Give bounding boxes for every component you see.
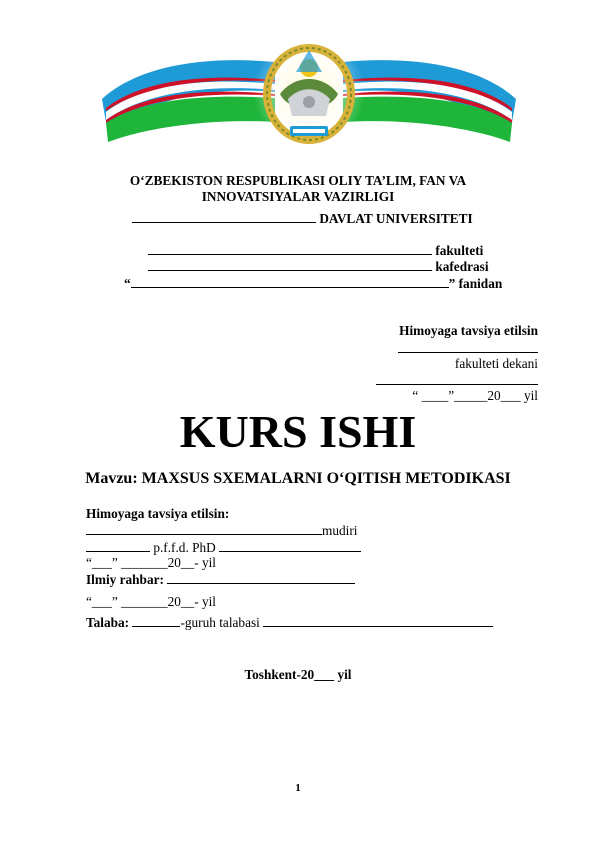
student-label: Talaba: xyxy=(86,615,130,630)
student-group-label: -guruh talabasi xyxy=(180,615,264,630)
degree-blank-left xyxy=(86,539,150,552)
head-row xyxy=(86,522,357,539)
supervisor-row xyxy=(86,571,355,588)
topic-row xyxy=(0,469,596,489)
department-label: kafedrasi xyxy=(435,259,489,274)
dean-signature-line xyxy=(376,384,538,385)
faculty-label: fakulteti xyxy=(435,243,484,258)
head-blank xyxy=(86,522,322,535)
defense-title: Himoyaga tavsiya etilsin: xyxy=(86,506,230,521)
degree-row xyxy=(86,539,361,556)
head-label: mudiri xyxy=(322,523,358,538)
supervisor-blank xyxy=(167,571,355,584)
faculty-blank xyxy=(148,242,432,255)
ministry-line-2: INNOVATSIYALAR VAZIRLIGI xyxy=(201,189,395,204)
faculty-row xyxy=(148,242,483,259)
student-name-blank xyxy=(263,614,493,627)
university-row xyxy=(132,210,473,227)
city-year: Toshkent-20___ yil xyxy=(244,667,352,682)
topic-value: MAXSUS SXEMALARNI O‘QITISH METODIKASI xyxy=(141,470,511,487)
page-number: 1 xyxy=(295,782,301,794)
document-title: KURS ISHI xyxy=(179,406,417,457)
topic-label: Mavzu: xyxy=(85,470,142,487)
ministry-line-1: O‘ZBEKISTON RESPUBLIKASI OLIY TA’LIM, FAN VA xyxy=(129,173,467,188)
subject-label: ” fanidan xyxy=(448,276,503,291)
subject-blank xyxy=(131,275,449,288)
subject-row xyxy=(124,275,502,292)
university-blank xyxy=(132,210,316,223)
defense-date-1: “___” _______20__- yil xyxy=(86,555,216,570)
degree-blank-right xyxy=(219,539,361,552)
degree-label: p.f.f.d. PhD xyxy=(150,540,220,555)
approval-date: “ ____”_____20___ yil xyxy=(412,388,538,403)
approval-title: Himoyaga tavsiya etilsin xyxy=(399,323,538,338)
approval-signature-line xyxy=(398,352,538,353)
defense-date-2: “___” _______20__- yil xyxy=(86,594,216,609)
university-name: DAVLAT UNIVERSITETI xyxy=(319,211,473,226)
state-emblem-flag-image xyxy=(100,44,518,144)
supervisor-label: Ilmiy rahbar: xyxy=(86,572,164,587)
student-row xyxy=(86,614,493,631)
department-row xyxy=(148,258,489,275)
student-group-blank xyxy=(132,614,180,627)
subject-open-quote: “ xyxy=(124,276,131,291)
dean-label: fakulteti dekani xyxy=(454,356,538,371)
department-blank xyxy=(148,258,432,271)
